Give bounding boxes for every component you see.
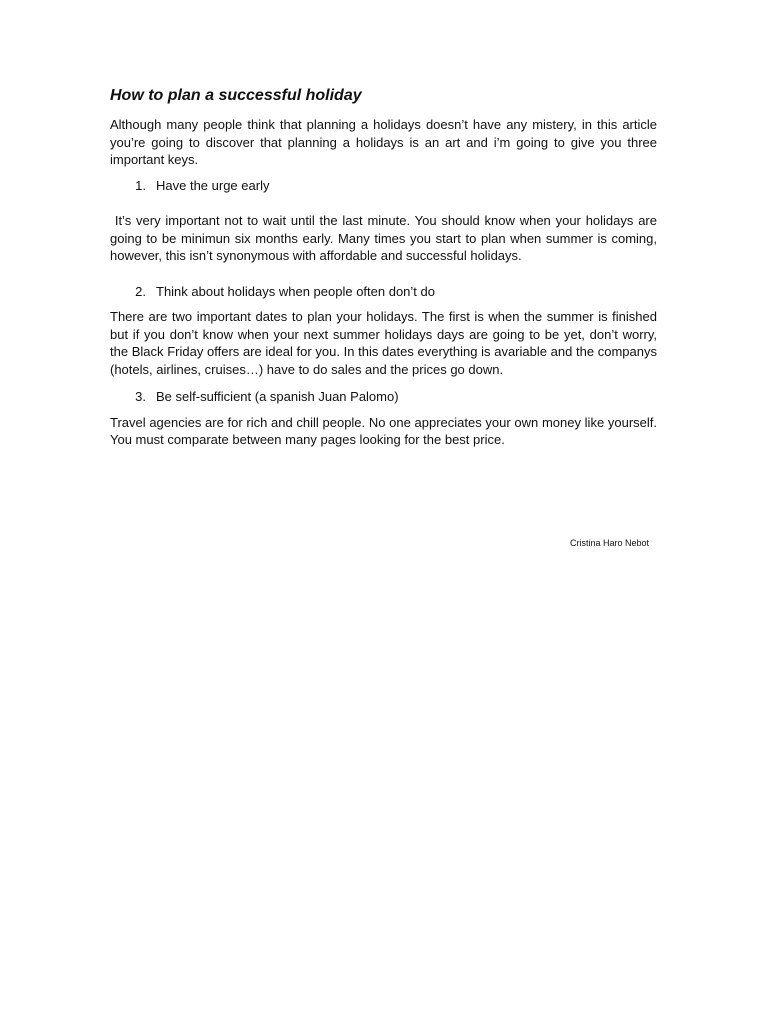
list-item-2 — [110, 283, 657, 301]
list-number: 2. — [135, 283, 146, 299]
item-1-paragraph: It’s very important not to wait until the last minute. You should know when your holidays are going to be minimun six months early. Many times you start to plan when summer is coming, however, this isn’t synonymous with affordable and successful holidays. — [110, 213, 661, 263]
list-item-1 — [110, 177, 657, 195]
spacer — [110, 378, 657, 388]
list-number: 3. — [135, 389, 146, 404]
list-number: 1. — [135, 177, 146, 193]
spacer — [110, 406, 657, 414]
list-heading: Think about holidays when people often don’t do — [156, 283, 435, 299]
author-signature: Cristina Haro Nebot — [569, 537, 649, 548]
list-heading: Have the urge early — [156, 177, 270, 193]
spacer — [110, 169, 657, 177]
list-heading: Be self-sufficient (a spanish Juan Palomo) — [156, 389, 399, 404]
list-item-3 — [110, 388, 657, 406]
spacer — [110, 194, 657, 212]
item-2-paragraph: There are two important dates to plan your holidays. The first is when the summer is finished but if you don’t know when your next summer holidays days are going to be yet, don’t worry, the Black Friday offers are ideal for you. In this dates everything is avariable and the companys (hotels, airlines, cruises…) have to do sales and the prices go down. — [110, 309, 657, 377]
item-3-paragraph: Travel agencies are for rich and chill people. No one appreciates your own money like yourself. You must comparate between many pages looking for the best price. — [110, 414, 657, 447]
spacer — [110, 265, 657, 283]
spacer — [110, 449, 657, 537]
intro-paragraph: Although many people think that planning a holidays doesn’t have any mistery, in this article you’re going to discover that planning a holidays is an art and i’m going to give you three important keys. — [110, 117, 657, 167]
document-title: How to plan a successful holiday — [110, 87, 362, 104]
document-body — [110, 86, 661, 549]
spacer — [110, 300, 657, 308]
